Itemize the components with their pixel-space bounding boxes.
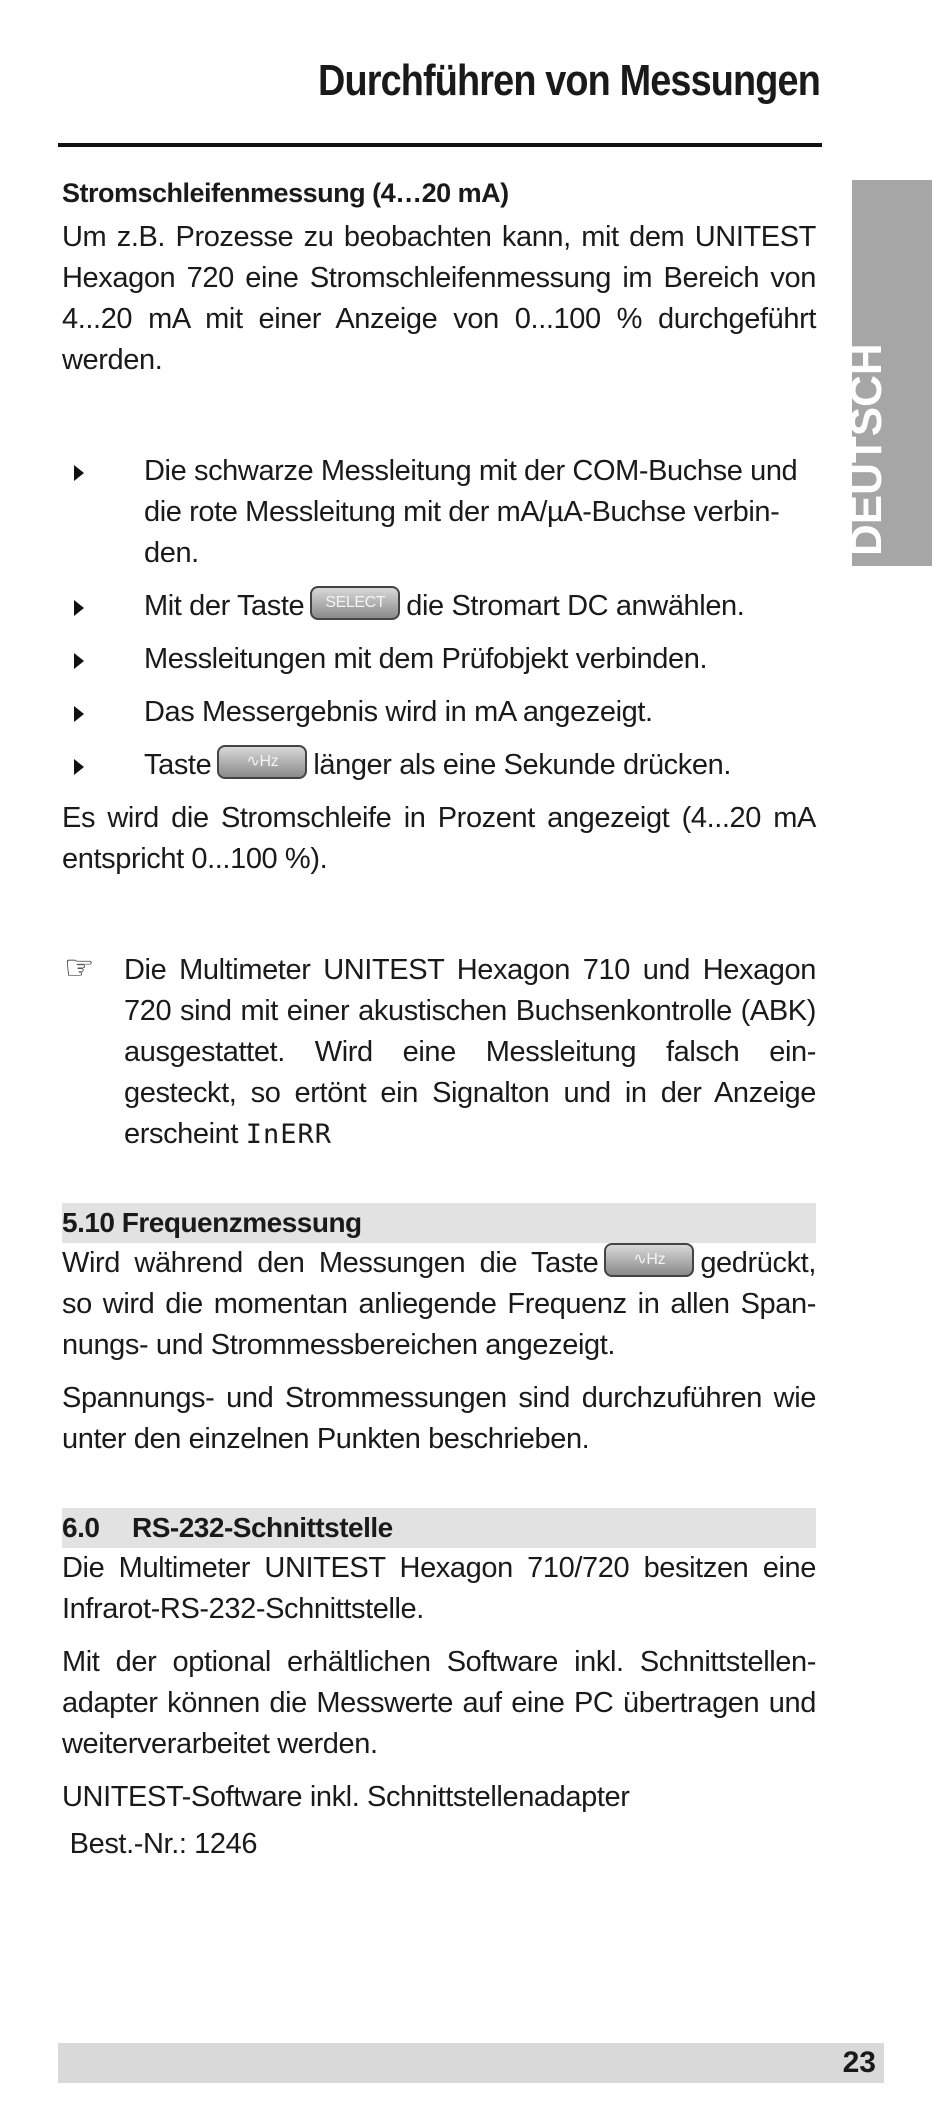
footer-bar — [58, 2043, 884, 2083]
pointing-hand-icon: ☞ — [64, 949, 95, 987]
hz-key-icon: ∿Hz — [217, 745, 307, 779]
frequency-text: Wird während den Messungen die Taste ∿Hz gedrückt, so wird die momentan anliegende Frequenz in allen Span-nungs- und Strommessbereichen angezeigt. — [62, 1243, 816, 1366]
rs232-intro: Die Multimeter UNITEST Hexagon 710/720 besitzen eine Infrarot-RS-232-Schnittstelle. — [62, 1552, 816, 1625]
triangle-bullet-icon — [74, 653, 84, 669]
triangle-bullet-icon — [74, 465, 84, 481]
frequency-heading: 5.10 Frequenzmessung — [62, 1203, 816, 1243]
current-loop-result: Es wird die Stromschleife in Prozent angezeigt (4...20 mA entspricht 0...100 %). — [62, 802, 816, 875]
current-loop-heading: Stromschleifenmessung (4…20 mA) — [62, 178, 509, 208]
list-item: Mit der Taste SELECT die Stromart DC anwählen. — [62, 586, 816, 627]
rs232-software: Mit der optional erhältlichen Software inkl. Schnittstellen-adapter können die Messwerte auf eine PC übertragen und weiterverarbeitet werden. — [62, 1646, 816, 1760]
triangle-bullet-icon — [74, 600, 84, 616]
page-content — [62, 178, 816, 1877]
rs232-order-number: Best.-Nr.: 1246 — [62, 1828, 258, 1860]
abk-note-text: Die Multimeter UNITEST Hexagon 710 und Hexagon 720 sind mit einer akustischen Buchsenkontrolle (ABK) ausgestattet. Wird eine Messleitung falsch ein-gesteckt, so ertönt ein Signalton und in der Anzeige erscheint — [124, 954, 816, 1150]
lcd-error-code: InERR — [245, 1119, 333, 1150]
list-item: Die schwarze Messleitung mit der COM-Buchse und die rote Messleitung mit der mA/µA-Buchse verbin-den. — [62, 451, 816, 574]
section-number: 6.0 — [62, 1512, 100, 1543]
page-number: 23 — [842, 2046, 876, 2079]
list-item: Das Messergebnis wird in mA angezeigt. — [62, 692, 816, 733]
section-title: RS-232-Schnittstelle — [132, 1512, 393, 1543]
frequency-note: Spannungs- und Strommessungen sind durchzuführen wie unter den einzelnen Punkten beschrieben. — [62, 1382, 816, 1455]
language-tab-label: DEUTSCH — [842, 343, 891, 556]
page-title: Durchführen von Messungen — [318, 56, 820, 105]
rs232-heading — [62, 1508, 816, 1548]
rs232-product: UNITEST-Software inkl. Schnittstellenadapter — [62, 1781, 630, 1813]
current-loop-intro: Um z.B. Prozesse zu beobachten kann, mit dem UNITEST Hexagon 720 eine Stromschleifenmessung im Bereich von 4...20 mA mit einer Anzeige von 0...100 % durchgeführt werden. — [62, 221, 816, 376]
abk-note — [62, 950, 816, 1155]
hz-key-icon: ∿Hz — [604, 1243, 694, 1277]
triangle-bullet-icon — [74, 706, 84, 722]
header-rule — [58, 143, 822, 147]
list-item: Taste ∿Hz länger als eine Sekunde drücken. — [62, 745, 816, 786]
list-item: Messleitungen mit dem Prüfobjekt verbinden. — [62, 639, 816, 680]
language-tab — [842, 180, 932, 566]
current-loop-steps — [62, 451, 816, 786]
triangle-bullet-icon — [74, 759, 84, 775]
select-key-icon: SELECT — [310, 586, 400, 620]
